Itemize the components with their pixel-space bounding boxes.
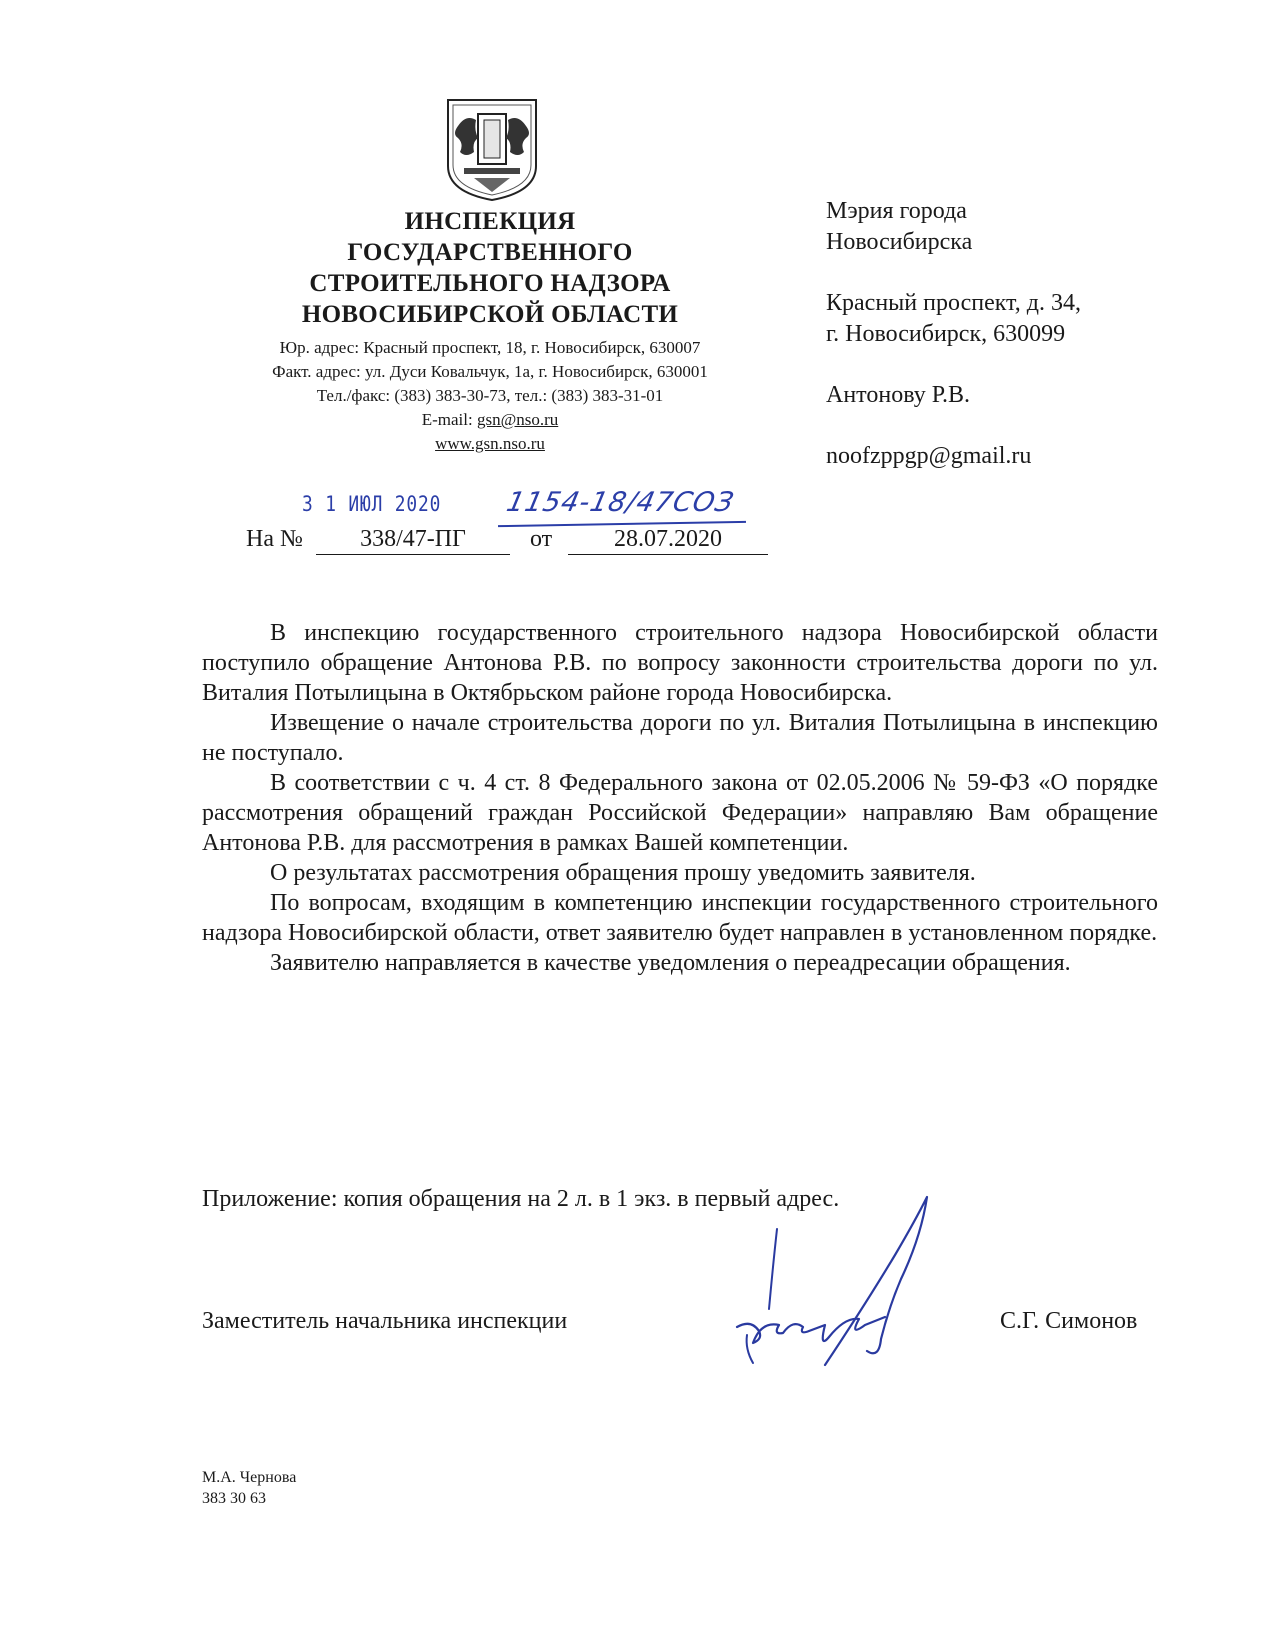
org-name-line: НОВОСИБИРСКОЙ ОБЛАСТИ: [301, 301, 679, 328]
website-link[interactable]: www.gsn.nso.ru: [435, 434, 545, 453]
recipient-person: Антонову Р.В.: [826, 382, 971, 408]
recipient-line1: Мэрия города: [826, 198, 967, 224]
attachment-note: Приложение: копия обращения на 2 л. в 1 экз. в первый адрес.: [202, 1186, 840, 1212]
reference-number: 338/47-ПГ: [316, 524, 510, 555]
org-name-line: ГОСУДАРСТВЕННОГО: [347, 239, 633, 266]
signer-position: Заместитель начальника инспекции: [202, 1308, 568, 1334]
handwritten-outgoing-number: 1154-18/47СОЗ: [503, 487, 737, 518]
reference-from-label: от: [530, 526, 553, 552]
body-paragraph: О результатах рассмотрения обращения прошу уведомить заявителя.: [270, 860, 976, 886]
email-label: E-mail:: [421, 410, 477, 429]
body-paragraph: По вопросам, входящим в компетенцию инспекции государственного строительного надзора Новосибирской области, ответ заявителю будет направлен в установленном порядке.: [202, 890, 1158, 946]
org-name-line: ИНСПЕКЦИЯ: [404, 208, 576, 235]
body-paragraph: Извещение о начале строительства дороги по ул. Виталия Потылицына в инспекцию не поступало.: [202, 710, 1158, 766]
recipient-email: noofzppgp@gmail.ru: [826, 443, 1032, 469]
sender-header: [200, 206, 780, 456]
reference-date: 28.07.2020: [568, 524, 768, 555]
email-line: [200, 408, 780, 432]
org-name-line: СТРОИТЕЛЬНОГО НАДЗОРА: [309, 270, 671, 297]
executor-info: [202, 1467, 296, 1509]
phones: Тел./факс: (383) 383-30-73, тел.: (383) 383-31-01: [316, 386, 664, 405]
letter-body: [202, 618, 1158, 978]
coat-of-arms-emblem: [444, 96, 540, 202]
body-paragraph: В инспекцию государственного строительного надзора Новосибирской области поступило обращение Антонова Р.В. по вопросу законности строительства дороги по ул. Виталия Потылицына в Октябрьском районе города Новосибирска.: [202, 620, 1158, 706]
body-paragraph: Заявителю направляется в качестве уведомления о переадресации обращения.: [270, 950, 1071, 976]
date-stamp: 3 1 ИЮЛ 2020: [302, 492, 442, 516]
handwritten-signature: [735, 1195, 975, 1395]
signer-name: С.Г. Симонов: [1000, 1308, 1138, 1334]
legal-address: Юр. адрес: Красный проспект, 18, г. Новосибирск, 630007: [279, 338, 701, 357]
email-link[interactable]: gsn@nso.ru: [476, 410, 559, 429]
body-paragraph: В соответствии с ч. 4 ст. 8 Федерального закона от 02.05.2006 № 59-ФЗ «О порядке рассмотрения обращений граждан Российской Федерации» направляю Вам обращение Антонова Р.В. для рассмотрения в рамках Вашей компетенции.: [202, 770, 1158, 856]
reference-prefix: На №: [246, 526, 303, 552]
recipient-address2: г. Новосибирск, 630099: [826, 321, 1066, 347]
recipient-address1: Красный проспект, д. 34,: [826, 290, 1081, 316]
executor-phone: 383 30 63: [202, 1490, 266, 1507]
executor-name: М.А. Чернова: [202, 1469, 297, 1486]
org-contacts: [200, 336, 780, 456]
recipient-line2: Новосибирска: [826, 229, 973, 255]
recipient-block: [826, 196, 1246, 472]
actual-address: Факт. адрес: ул. Дуси Ковальчук, 1а, г. Новосибирск, 630001: [272, 362, 708, 381]
